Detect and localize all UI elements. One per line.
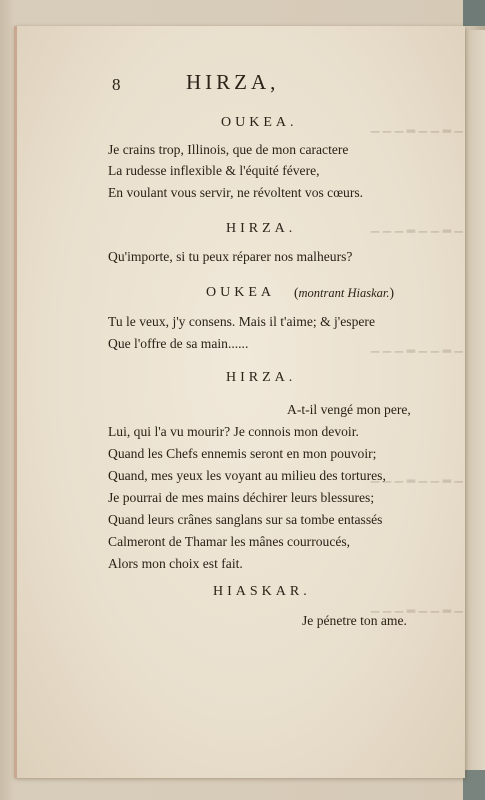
- verse-line: Je pénetre ton ame.: [302, 613, 407, 628]
- speaker-name: HIRZA.: [226, 370, 297, 385]
- verse-line: Quand les Chefs ennemis seront en mon pouvoir;: [108, 446, 377, 461]
- verse-line: Calmeront de Thamar les mânes courroucés,: [108, 534, 351, 549]
- show-through-texture: ▁ ▂ ▁ ▁ ▂ ▁ ▁ ▁: [370, 220, 463, 233]
- verse-line: A-t-il vengé mon pere,: [287, 402, 411, 417]
- verse-line: Quand, mes yeux les voyant au milieu des tortures,: [108, 468, 386, 483]
- verse-line: La rudesse inflexible & l'équité févere,: [108, 163, 320, 178]
- verse-line: Que l'offre de sa main......: [108, 336, 249, 351]
- verse-line: Je pourrai de mes mains déchirer leurs blessures;: [108, 490, 375, 505]
- stage-direction: (montrant Hiaskar.): [294, 285, 395, 300]
- speaker-name: OUKEA.: [221, 115, 298, 130]
- verse-line: Alors mon choix est fait.: [108, 556, 243, 571]
- running-head: HIRZA,: [186, 70, 280, 94]
- verse-line: Je crains trop, Illinois, que de mon caractere: [108, 142, 349, 157]
- verse-line: Quand leurs crânes sanglans sur sa tombe entassés: [108, 512, 383, 527]
- show-through-texture: ▁ ▂ ▁ ▁ ▂ ▁ ▁ ▁: [370, 120, 463, 133]
- facing-page-edge: [462, 30, 485, 770]
- speaker-name: HIRZA.: [226, 221, 297, 236]
- verse-line: Tu le veux, j'y consens. Mais il t'aime; & j'espere: [108, 314, 375, 329]
- book-spine-bottom: [463, 770, 485, 800]
- verse-line: En voulant vous servir, ne révoltent vos cœurs.: [108, 185, 364, 200]
- show-through-texture: ▁ ▂ ▁ ▁ ▂ ▁ ▁ ▁: [370, 340, 463, 353]
- verse-line: Lui, qui l'a vu mourir? Je connois mon devoir.: [108, 424, 359, 439]
- stage-direction-text: montrant Hiaskar.: [298, 286, 390, 300]
- show-through-texture: ▁ ▂ ▁ ▁ ▂ ▁ ▁ ▁: [370, 470, 463, 483]
- book-spine-top: [463, 0, 485, 26]
- speaker-name: HIASKAR.: [213, 584, 311, 599]
- verse-line: Qu'importe, si tu peux réparer nos malheurs?: [108, 249, 353, 264]
- page-number: 8: [112, 75, 121, 94]
- show-through-texture: ▁ ▂ ▁ ▁ ▂ ▁ ▁ ▁: [370, 600, 463, 613]
- speaker-name: OUKEA: [206, 285, 275, 300]
